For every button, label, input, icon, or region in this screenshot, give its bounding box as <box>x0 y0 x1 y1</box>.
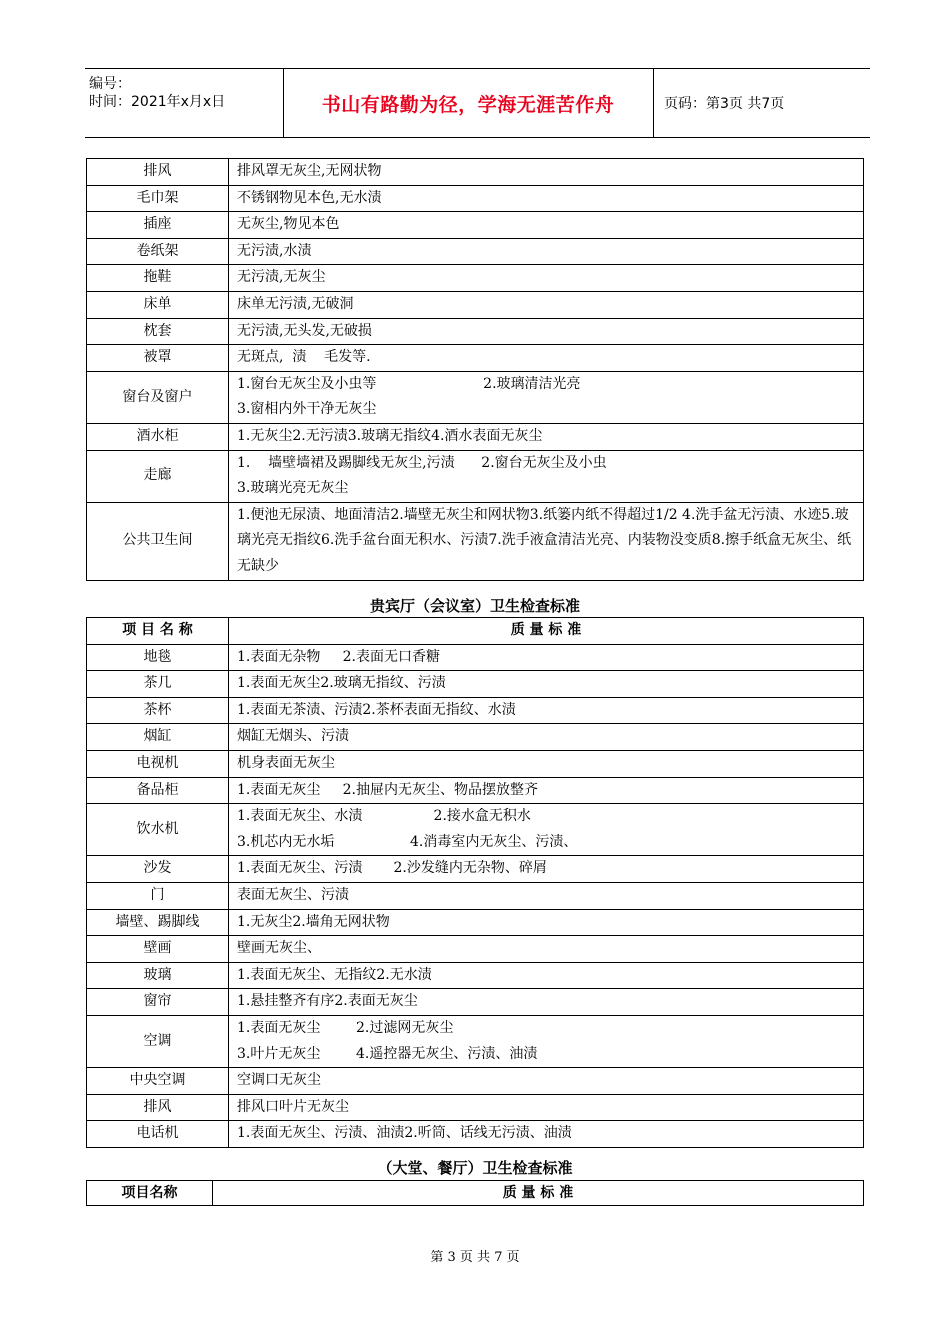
standard-line: 排风罩无灰尘,无网状物 <box>237 163 382 179</box>
item-name: 壁画 <box>87 936 229 963</box>
item-standard <box>229 962 864 989</box>
standard-line: 1.表面无茶渍、污渍2.茶杯表面无指纹、水渍 <box>237 701 516 718</box>
standard-line: 1.悬挂整齐有序2.表面无灰尘 <box>237 993 418 1010</box>
standard-line: 空调口无灰尘 <box>237 1072 321 1089</box>
item-name: 电话机 <box>87 1121 229 1148</box>
item-standard <box>229 345 864 372</box>
standard-line: 烟缸无烟头、污渍 <box>237 728 349 745</box>
standard-line: 壁画无灰尘、 <box>237 940 321 957</box>
vip-hall-standard-table <box>86 617 864 1148</box>
item-standard <box>229 697 864 724</box>
standard-line: 1.表面无灰尘 2.过滤网无灰尘 <box>237 1019 454 1036</box>
item-name: 备品柜 <box>87 777 229 804</box>
standard-line: 1. 墙壁墙裙及踢脚线无灰尘,污渍 2.窗台无灰尘及小虫 <box>237 454 607 471</box>
standard-line: 无斑点, 渍 毛发等. <box>237 349 371 366</box>
item-name: 插座 <box>87 212 229 239</box>
item-name: 电视机 <box>87 750 229 777</box>
item-name: 中央空调 <box>87 1068 229 1095</box>
header-left-cell <box>85 69 284 137</box>
item-name: 空调 <box>87 1015 229 1067</box>
standard-line: 3.窗相内外干净无灰尘 <box>237 401 377 418</box>
table-row <box>87 962 864 989</box>
table-row <box>87 882 864 909</box>
standard-line: 3.机芯内无水垢 4.消毒室内无灰尘、污渍、 <box>237 833 578 850</box>
item-standard <box>229 423 864 450</box>
standard-line: 1.无灰尘2.墙角无网状物 <box>237 913 390 930</box>
standard-line: 排风口叶片无灰尘 <box>237 1098 349 1115</box>
item-standard: 1.便池无尿渍、地面清洁2.墙壁无灰尘和网状物3.纸篓内纸不得超过1/2 4.洗手盆无污渍、水迹5.玻璃光亮无指纹6.洗手盆台面无积水、污渍7.洗手液盒清洁光亮、内装物没变质8.擦手纸盒无灰尘、纸无缺少 <box>229 502 864 580</box>
header-page-cell <box>653 69 870 137</box>
item-standard <box>229 185 864 212</box>
table-row <box>87 345 864 372</box>
table-row <box>87 291 864 318</box>
item-standard <box>229 724 864 751</box>
item-standard <box>229 777 864 804</box>
item-standard <box>229 1068 864 1095</box>
standard-line: 1.表面无灰尘、污渍、油渍2.听筒、话线无污渍、油渍 <box>237 1125 572 1142</box>
item-standard <box>229 644 864 671</box>
standard-line: 1.无灰尘2.无污渍3.玻璃无指纹4.酒水表面无灰尘 <box>237 427 543 444</box>
table-row <box>87 502 864 580</box>
item-name: 饮水机 <box>87 804 229 856</box>
header-quality-standard: 质 量 标 准 <box>213 1181 864 1206</box>
item-name: 拖鞋 <box>87 265 229 292</box>
item-standard <box>229 450 864 502</box>
item-standard <box>229 318 864 345</box>
table-row <box>87 936 864 963</box>
page-footer: 第 3 页 共 7 页 <box>430 1250 520 1265</box>
item-name: 窗帘 <box>87 989 229 1016</box>
item-name: 墙壁、踢脚线 <box>87 909 229 936</box>
item-name: 走廊 <box>87 450 229 502</box>
standard-line: 1.表面无灰尘2.玻璃无指纹、污渍 <box>237 675 446 692</box>
standard-line: 不锈钢物见本色,无水渍 <box>237 189 382 206</box>
table-row <box>87 159 864 186</box>
table-row <box>87 750 864 777</box>
item-name: 门 <box>87 882 229 909</box>
standard-line: 3.叶片无灰尘 4.遥控器无灰尘、污渍、油渍 <box>237 1045 538 1062</box>
item-standard <box>229 856 864 883</box>
standard-line: 3.玻璃光亮无灰尘 <box>237 480 349 497</box>
standard-line: 无污渍,无头发,无破损 <box>237 322 372 339</box>
standard-line: 无灰尘,物见本色 <box>237 216 340 233</box>
vip-hall-section-title: 贵宾厅（会议室）卫生检查标准 <box>369 597 580 615</box>
table-row <box>87 724 864 751</box>
date-label: 时间：2021年x月x日 <box>89 94 226 110</box>
header-motto-cell <box>283 69 654 137</box>
serial-label: 编号： <box>89 76 131 92</box>
table-row <box>87 212 864 239</box>
table-header-row <box>87 1181 864 1206</box>
item-name: 茶几 <box>87 671 229 698</box>
table-row <box>87 318 864 345</box>
item-standard <box>229 159 864 186</box>
item-standard <box>229 750 864 777</box>
lobby-standard-table <box>86 1180 864 1206</box>
item-name: 毛巾架 <box>87 185 229 212</box>
table-row <box>87 697 864 724</box>
item-name: 排风 <box>87 1094 229 1121</box>
standard-line: 1.窗台无灰尘及小虫等 2.玻璃清洁光亮 <box>237 375 581 392</box>
motto: 书山有路勤为径，学海无涯苦作舟 <box>321 93 615 116</box>
table-row <box>87 423 864 450</box>
table-row <box>87 856 864 883</box>
standard-line: 1.表面无灰尘、污渍 2.沙发缝内无杂物、碎屑 <box>237 860 547 877</box>
page-header <box>85 68 870 138</box>
item-name: 被罩 <box>87 345 229 372</box>
item-name: 烟缸 <box>87 724 229 751</box>
standard-line: 床单无污渍,无破洞 <box>237 295 354 312</box>
standard-line: 无污渍,水渍 <box>237 242 312 259</box>
item-standard <box>229 371 864 423</box>
item-name: 窗台及窗户 <box>87 371 229 423</box>
table-header-row <box>87 618 864 645</box>
standard-line: 1.表面无灰尘、水渍 2.接水盒无积水 <box>237 808 531 825</box>
item-name: 沙发 <box>87 856 229 883</box>
item-name: 排风 <box>87 159 229 186</box>
standard-line: 机身表面无灰尘 <box>237 754 335 771</box>
table-row <box>87 265 864 292</box>
item-standard <box>229 1094 864 1121</box>
item-name: 卷纸架 <box>87 238 229 265</box>
item-name: 床单 <box>87 291 229 318</box>
item-standard <box>229 291 864 318</box>
room-standard-table <box>86 158 864 581</box>
standard-line: 1.表面无灰尘 2.抽屉内无灰尘、物品摆放整齐 <box>237 781 538 798</box>
standard-line: 表面无灰尘、污渍 <box>237 886 349 903</box>
table-row <box>87 371 864 423</box>
item-name: 酒水柜 <box>87 423 229 450</box>
table-row <box>87 804 864 856</box>
standard-line: 1.表面无杂物 2.表面无口香糖 <box>237 648 440 665</box>
item-standard <box>229 909 864 936</box>
header-item-name: 项 目 名 称 <box>87 618 229 645</box>
table-row <box>87 671 864 698</box>
table-row <box>87 777 864 804</box>
standard-line: 1.表面无灰尘、无指纹2.无水渍 <box>237 966 432 983</box>
item-name: 地毯 <box>87 644 229 671</box>
header-item-name: 项目名称 <box>87 1181 213 1206</box>
item-name: 茶杯 <box>87 697 229 724</box>
lobby-section-title: （大堂、餐厅）卫生检查标准 <box>377 1159 573 1177</box>
standard-line: 无污渍,无灰尘 <box>237 269 326 286</box>
item-standard <box>229 882 864 909</box>
table-row <box>87 238 864 265</box>
header-page-label: 页码：第3页 共7页 <box>664 96 785 112</box>
table-row <box>87 909 864 936</box>
item-standard <box>229 804 864 856</box>
table-row <box>87 1015 864 1067</box>
item-standard <box>229 1121 864 1148</box>
item-standard <box>229 936 864 963</box>
header-quality-standard: 质 量 标 准 <box>229 618 864 645</box>
table-row <box>87 644 864 671</box>
item-name: 玻璃 <box>87 962 229 989</box>
item-standard <box>229 671 864 698</box>
table-row <box>87 185 864 212</box>
item-standard <box>229 238 864 265</box>
item-name: 公共卫生间 <box>87 502 229 580</box>
item-name: 枕套 <box>87 318 229 345</box>
item-standard <box>229 989 864 1016</box>
item-standard <box>229 1015 864 1067</box>
table-row <box>87 450 864 502</box>
table-row <box>87 1068 864 1095</box>
table-row <box>87 989 864 1016</box>
table-row <box>87 1121 864 1148</box>
item-standard <box>229 265 864 292</box>
item-standard <box>229 212 864 239</box>
table-row <box>87 1094 864 1121</box>
